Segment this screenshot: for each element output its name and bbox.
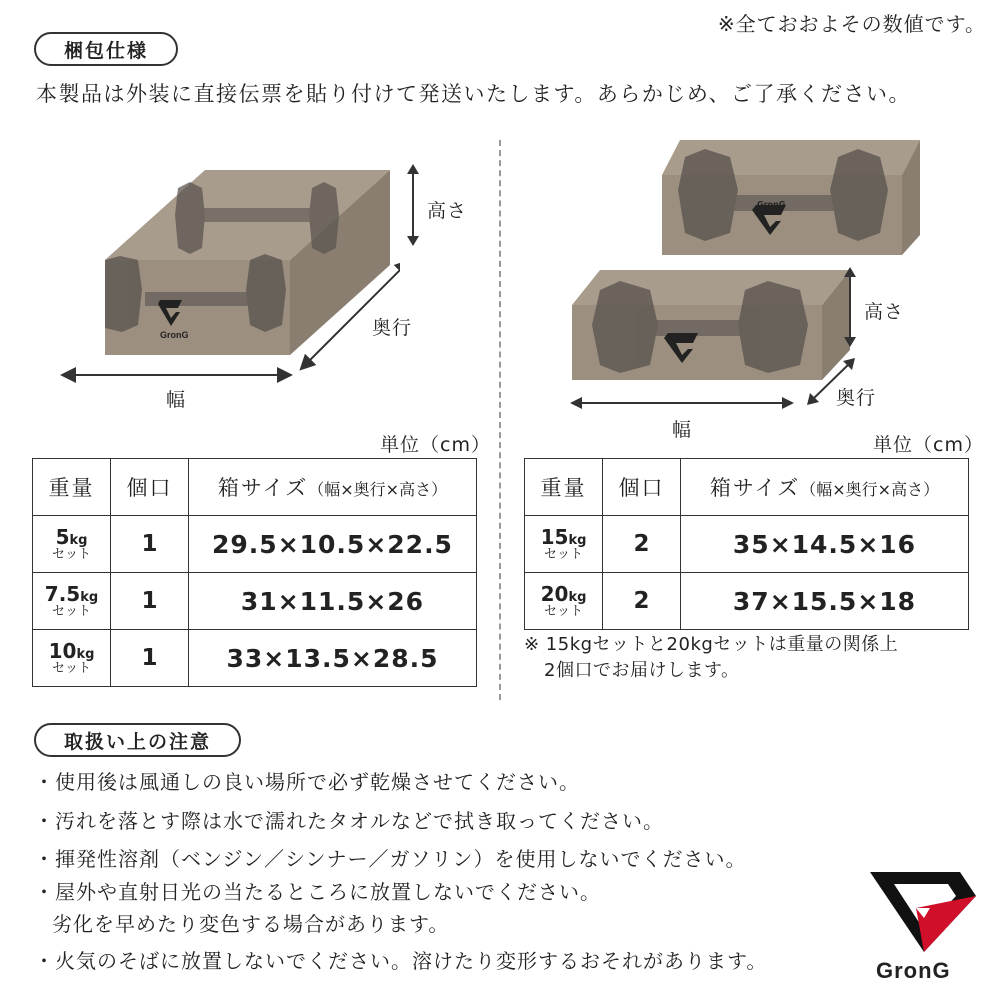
left-height-label: 高さ (427, 200, 468, 222)
caution-item: ・屋外や直射日光の当たるところに放置しないでください。 (34, 880, 601, 904)
right-height-label: 高さ (864, 301, 905, 323)
size-cell: 29.5×10.5×22.5 (189, 516, 477, 573)
height-arrow-left (398, 160, 428, 250)
packing-spec-heading: 梱包仕様 (34, 32, 178, 66)
col-packages: 個口 (603, 459, 681, 516)
caution-item-continued: 劣化を早めたり変色する場合があります。 (52, 912, 450, 936)
caution-item: ・汚れを落とす際は水で濡れたタオルなどで拭き取ってください。 (34, 809, 664, 833)
caution-item: ・揮発性溶剤（ベンジン／シンナー／ガソリン）を使用しないでください。 (34, 847, 747, 871)
weight-cell: 15kg セット (525, 516, 603, 573)
col-weight: 重量 (33, 459, 111, 516)
caution-item: ・使用後は風通しの良い場所で必ず乾燥させてください。 (34, 770, 580, 794)
packages-cell: 2 (603, 573, 681, 630)
left-depth-label: 奥行 (372, 317, 413, 339)
two-package-footnote: ※ 15kgセットと20kgセットは重量の関係上 2個口でお届けします。 (524, 634, 899, 681)
gronG-logo (868, 868, 980, 960)
left-width-label: 幅 (166, 389, 187, 411)
col-packages: 個口 (111, 459, 189, 516)
col-box-size: 箱サイズ（幅×奥行×高さ） (189, 459, 477, 516)
size-cell: 33×13.5×28.5 (189, 630, 477, 687)
handling-heading: 取扱い上の注意 (34, 723, 241, 757)
table-row (33, 573, 477, 630)
size-cell: 35×14.5×16 (681, 516, 969, 573)
left-unit-label: 単位（cm） (380, 434, 491, 456)
table-row (33, 630, 477, 687)
packages-cell: 1 (111, 516, 189, 573)
right-unit-label: 単位（cm） (873, 434, 984, 456)
col-weight: 重量 (525, 459, 603, 516)
caution-item: ・火気のそばに放置しないでください。溶けたり変形するおそれがあります。 (34, 949, 768, 973)
table-row (33, 516, 477, 573)
single-box-diagram (60, 160, 400, 410)
approximate-values-note: ※全ておおよその数値です。 (717, 12, 986, 36)
weight-cell: 20kg セット (525, 573, 603, 630)
section-divider (499, 140, 501, 700)
gronG-logo-text: GronG (876, 958, 951, 983)
size-cell: 37×15.5×18 (681, 573, 969, 630)
two-box-diagram (560, 135, 1000, 465)
weight-cell: 5kg セット (33, 516, 111, 573)
table-row (525, 516, 969, 573)
weight-cell: 7.5kg セット (33, 573, 111, 630)
packing-lead-text: 本製品は外装に直接伝票を貼り付けて発送いたします。あらかじめ、ご了承ください。 (36, 82, 911, 106)
right-size-table (524, 458, 969, 630)
box-logo-text: GronG (160, 330, 189, 340)
col-box-size: 箱サイズ（幅×奥行×高さ） (681, 459, 969, 516)
table-row (525, 573, 969, 630)
upper-box-logo-text: GronG (757, 200, 786, 209)
right-depth-label: 奥行 (836, 387, 877, 409)
weight-cell: 10kg セット (33, 630, 111, 687)
packages-cell: 1 (111, 630, 189, 687)
size-cell: 31×11.5×26 (189, 573, 477, 630)
packages-cell: 2 (603, 516, 681, 573)
left-size-table (32, 458, 477, 687)
packages-cell: 1 (111, 573, 189, 630)
right-width-label: 幅 (672, 419, 693, 441)
